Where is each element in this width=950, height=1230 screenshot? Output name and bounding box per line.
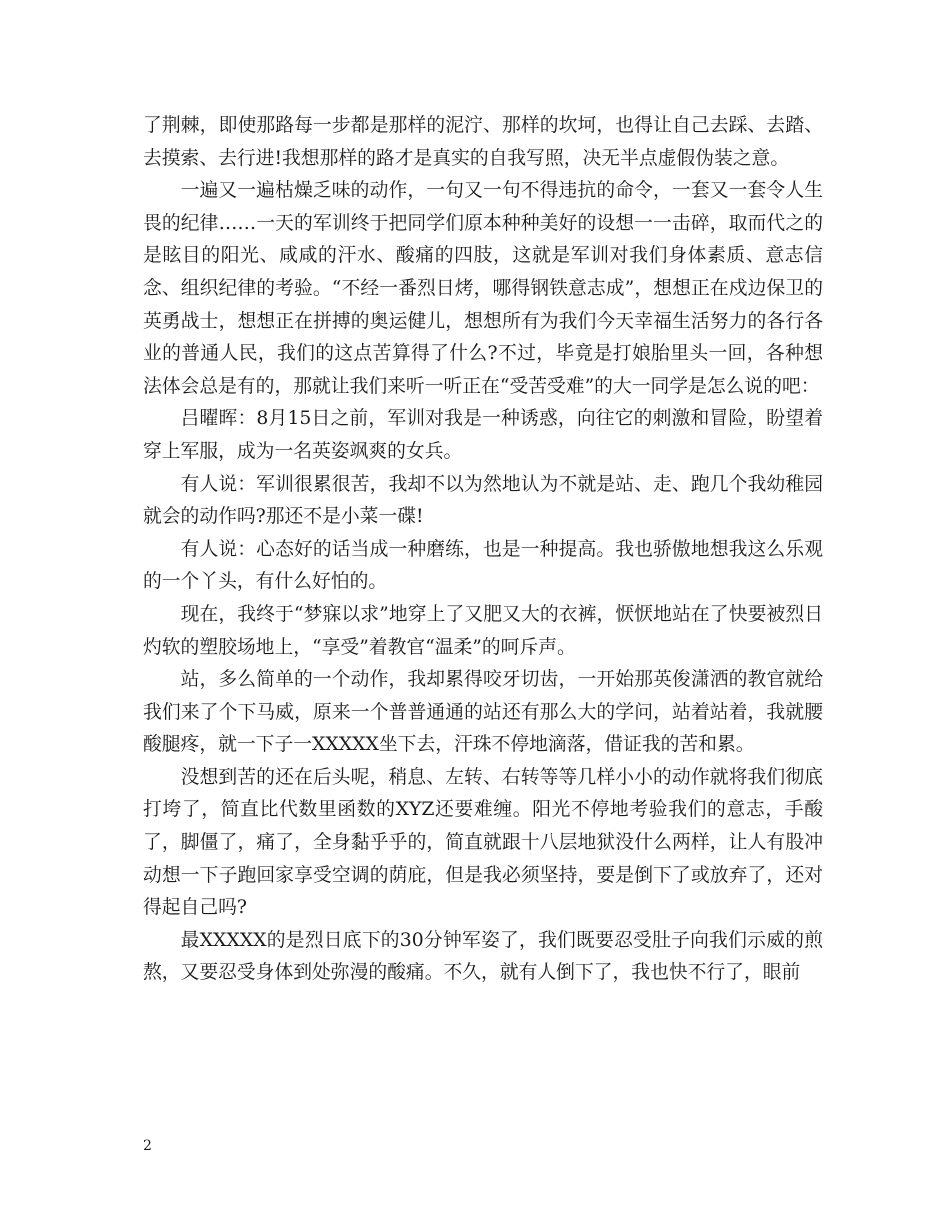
- paragraph-military-training-intro: 一遍又一遍枯燥乏味的动作，一句又一句不得违抗的命令，一套又一套令人生畏的纪律……一天的军训终于把同学们原本种种美好的设想一一击碎，取而代之的是眩目的阳光、咸咸的汗水、酸痛的四肢，这就是军训对我们身体素质、意志信念、组织纪律的考验。“不经一番烈日烤，哪得钢铁意志成”，想想正在戍边保卫的英勇战士，想想正在拼搏的奥运健儿，想想所有为我们今天幸福生活努力的各行各业的普通人民，我们的这点苦算得了什么?不过，毕竟是打娘胎里头一回，各种想法体会总是有的，那就让我们来听一听正在“受苦受难”的大一同学是怎么说的吧：: [143, 180, 823, 397]
- paragraph-someone-says-attitude: 有人说：心态好的话当成一种磨练，也是一种提高。我也骄傲地想我这么乐观的一个丫头，有什么好怕的。: [143, 538, 823, 593]
- paragraph-now-wearing-uniform: 现在，我终于“梦寐以求”地穿上了又肥又大的衣裤，恹恹地站在了快要被烈日灼软的塑胶场地上，“享受”着教官“温柔”的呵斥声。: [143, 603, 823, 658]
- page-number: 2: [143, 1138, 152, 1154]
- document-body: [143, 110, 823, 990]
- paragraph-lv-yaohui: 吕曜晖：8月15日之前，军训对我是一种诱惑，向往它的刺激和冒险，盼望着穿上军服，成为一名英姿飒爽的女兵。: [143, 408, 823, 462]
- paragraph-hardship-later: 没想到苦的还在后头呢，稍息、左转、右转等等几样小小的动作就将我们彻底打垮了，简直比代数里函数的XYZ还要难缠。阳光不停地考验我们的意志，手酸了，脚僵了，痛了，全身黏乎乎的，简直就跟十八层地狱没什么两样，让人有股冲动想一下子跑回家享受空调的荫庇，但是我必须坚持，要是倒下了或放弃了，还对得起自己吗?: [143, 766, 823, 919]
- paragraph-someone-says-tired: 有人说：军训很累很苦，我却不以为然地认为不就是站、走、跑几个我幼稚园就会的动作吗?那还不是小菜一碟!: [143, 473, 823, 528]
- paragraph-continuation: 了荆棘，即使那路每一步都是那样的泥泞、那样的坎坷，也得让自己去踩、去踏、去摸索、去行进!我想那样的路才是真实的自我写照，决无半点虚假伪装之意。: [143, 115, 823, 169]
- paragraph-military-posture: 最XXXXX的是烈日底下的30分钟军姿了，我们既要忍受肚子向我们示威的煎熬，又要忍受身体到处弥漫的酸痛。不久，就有人倒下了，我也快不行了，眼前: [143, 929, 823, 984]
- paragraph-standing: 站，多么简单的一个动作，我却累得咬牙切齿，一开始那英俊潇洒的教官就给我们来了个下马威，原来一个普普通通的站还有那么大的学问，站着站着，我就腰酸腿疼，就一下子一XXXXX坐下去，汗珠不停地滴落，借证我的苦和累。: [143, 669, 823, 756]
